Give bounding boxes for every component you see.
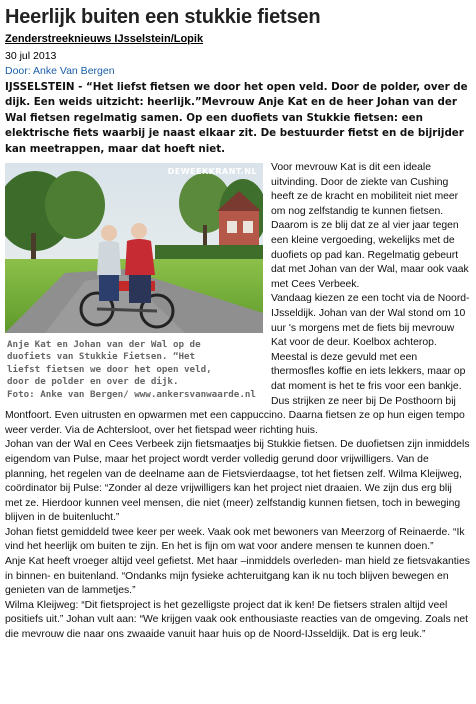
article-photo [5,163,263,333]
article-paragraph: Johan van der Wal en Cees Verbeek zijn fietsmaatjes bij Stukkie fietsen. De duofietsen zijn inmiddels eigendom van Pulse, maar het project wordt verder volledig gerund door vrijwilligers. Van de planning, het regelen van de deelname aan de Fietsvierdaagse, tot het fietsen zelf. Wilma Kleijweg, coördinator bij Pulse: “Zonder al deze vrijwilligers kan het project niet draaien. We zijn dus erg blij met ze. Hierdoor kunnen veel mensen, die niet (meer) zelfstandig kunnen fietsen, toch in beweging blijven in de buitenlucht.” [5,439,470,524]
photo-caption: Anje Kat en Johan van der Wal op de duofiets van Stukkie Fietsen. “Het liefst fietsen we door het open veld, door de polder en over de dijk. Foto: Anke van Bergen/ www.ankersvanwaarde.nl [7,339,256,400]
article-figure [5,163,263,400]
article-paragraph: Johan fietst gemiddeld twee keer per week. Vaak ook met bewoners van Meerzorg of Reinaerde. “Ik vind het heerlijk om buiten te zijn. En het is fijn om wat voor andere mensen te kunnen doen.” [5,526,465,553]
article-paragraph: Vandaag kiezen ze een tocht via de Noord-IJsseldijk. Johan van der Wal stond om 10 uur 's morgens met de fiets bij mevrouw Kat voor de deur. Koelbox achterop. Meestal is deze gevuld met een thermosfles koffie en iets lekkers, maar op dat moment is het te fris voor een bankje. Dus strijken ze neer bij De Posthoorn bij Montfoort. Even uitrusten en opwarmen met een cappuccino. Daarna fietsen ze op hun eigen tempo weer verder. Via de Achtersloot, over het fietspad weer richting huis. [5,293,470,436]
photo-illustration [5,163,263,333]
article-lead: IJSSELSTEIN - “Het liefst fietsen we door het open veld. Door de polder, over de dijk. Een weids uitzicht: heerlijk.”Mevrouw Anje Kat en de heer Johan van der Wal fietsen regelmatig samen. Op een duofiets van Stukkie fietsen: een elektrische fiets waarbij je naast elkaar zit. De bestuurder fietst en de bijrijder kan meetrappen, maar dat hoeft niet. [5,81,468,155]
article-source-link[interactable]: Zenderstreeknieuws IJsselstein/Lopik [5,33,204,45]
article-body-wrap [5,161,470,643]
article-paragraph: Anje Kat heeft vroeger altijd veel gefietst. Met haar –inmiddels overleden- man hield ze fietsvakanties in binnen- en buitenland. “Ondanks mijn fysieke achteruitgang kan ik nu toch blijven bewegen en genieten van de lammetjes.” [5,556,470,597]
article-date: 30 jul 2013 [5,50,57,62]
article-paragraph: Voor mevrouw Kat is dit een ideale uitvinding. Door de ziekte van Cushing heeft ze de kracht en mobiliteit niet meer om nog zelfstandig te kunnen fietsen. Daarom is ze blij dat ze al vier jaar tegen een kleine vergoeding, wekelijks met de duofiets op pad kan. Regelmatig gebeurt dat met Johan van der Wal, maar ook vaak met Cees Verbeek. [271,162,469,290]
article-paragraph: Wilma Kleijweg: “Dit fietsproject is het gezelligste project dat ik ken! De fietsers stralen altijd veel positiefs uit.” Johan vult aan: “We krijgen vaak ook enthousiaste reacties van de omgeving. Zoals net die mevrouw die naar ons zwaaide vanuit haar huis op de Noord-IJsseldijk. Dat is erg leuk.” [5,599,469,641]
article-author: Door: Anke Van Bergen [5,65,115,77]
article-headline: Heerlijk buiten een stukkie fietsen [5,6,321,28]
photo-watermark: DEWEEKKRANT.NL [167,167,257,177]
